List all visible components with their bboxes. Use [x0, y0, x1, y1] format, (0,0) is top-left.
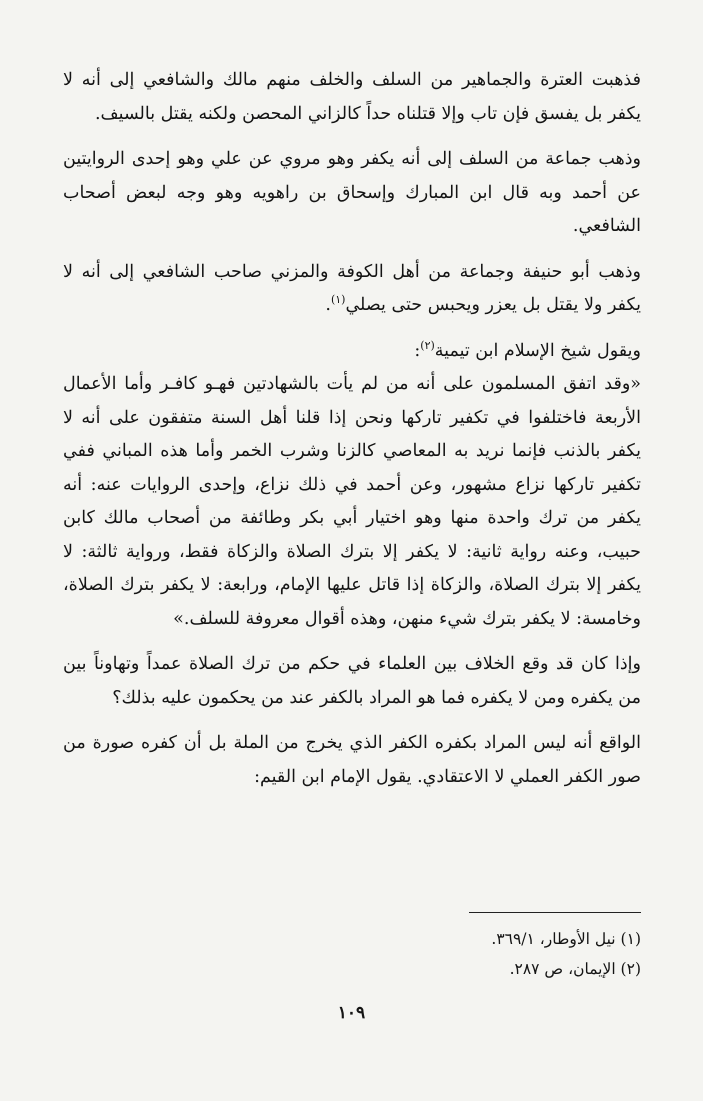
quotation: «وقد اتفق المسلمون على أنه من لم يأت بالشهادتين فهـو كافـر وأما الأعمال الأربعة فاختلفوا في تكفير تاركها ونحن إذا قلنا أهل السنة متفقون على أنه لا يكفر بالذنب فإنما نريد به المعاصي كالزنا وشرب الخمر وأما هذه المباني ففي تكفير تاركها نزاع مشهور، وعن أحمد في ذلك نزاع، وإحدى الروايات عنه: أنه يكفر من ترك واحدة منها وهو اختيار أبي بكر وطائفة من أصحاب مالك كابن حبيب، وعنه رواية ثانية: لا يكفر إلا بترك الصلاة والزكاة فقط، ورواية ثالثة: لا يكفر إلا بترك الصلاة، والزكاة إذا قاتل عليها الإمام، ورابعة: لا يكفر بترك الصلاة، وخامسة: لا يكفر بترك شيء منهن، وهذه أقوال معروفة للسلف.»	[63, 374, 641, 629]
main-text	[63, 64, 641, 806]
paragraph-3: وذهب أبو حنيفة وجماعة من أهل الكوفة والمزني صاحب الشافعي إلى أنه لا يكفر ولا يقتل بل يعزر ويحبس حتى يصلي$^{(١)}$.	[63, 261, 641, 315]
paragraph-6: وإذا كان قد وقع الخلاف بين العلماء في حكم من ترك الصلاة عمداً وتهاوناً بين من يكفره ومن لا يكفره فما هو المراد بالكفر عند من يحكمون عليه بذلك؟	[63, 654, 641, 708]
paragraph-1: فذهبت العترة والجماهير من السلف والخلف منهم مالك والشافعي إلى أنه لا يكفر بل يفسق فإن تاب وإلا قتلناه حداً كالزاني المحصن ولكنه يقتل بالسيف.	[63, 70, 641, 124]
footnote-2: (٢) الإيمان، ص ٢٨٧.	[509, 960, 641, 978]
footnote-ref-1[interactable]: (١)	[330, 293, 346, 307]
paragraph-4: ويقول شيخ الإسلام ابن تيمية$^{(٢)}$:	[414, 338, 641, 361]
page-number: ١٠٩	[337, 1003, 366, 1023]
footnote-ref-2[interactable]: (٢)	[420, 338, 435, 352]
footnote-1: (١) نيل الأوطار، ٣٦٩/١.	[491, 930, 641, 948]
paragraph-7: الواقع أنه ليس المراد بكفره الكفر الذي يخرج من الملة بل أن كفره صورة من صور الكفر العملي لا الاعتقادي. يقول الإمام ابن القيم:	[63, 733, 641, 787]
footnote-divider	[469, 912, 641, 913]
footnotes	[63, 924, 641, 984]
paragraph-2: وذهب جماعة من السلف إلى أنه يكفر وهو مروي عن علي وهو إحدى الروايتين عن أحمد وبه قال ابن المبارك وإسحاق بن راهويه وهو وجه لبعض أصحاب الشافعي.	[63, 149, 641, 236]
